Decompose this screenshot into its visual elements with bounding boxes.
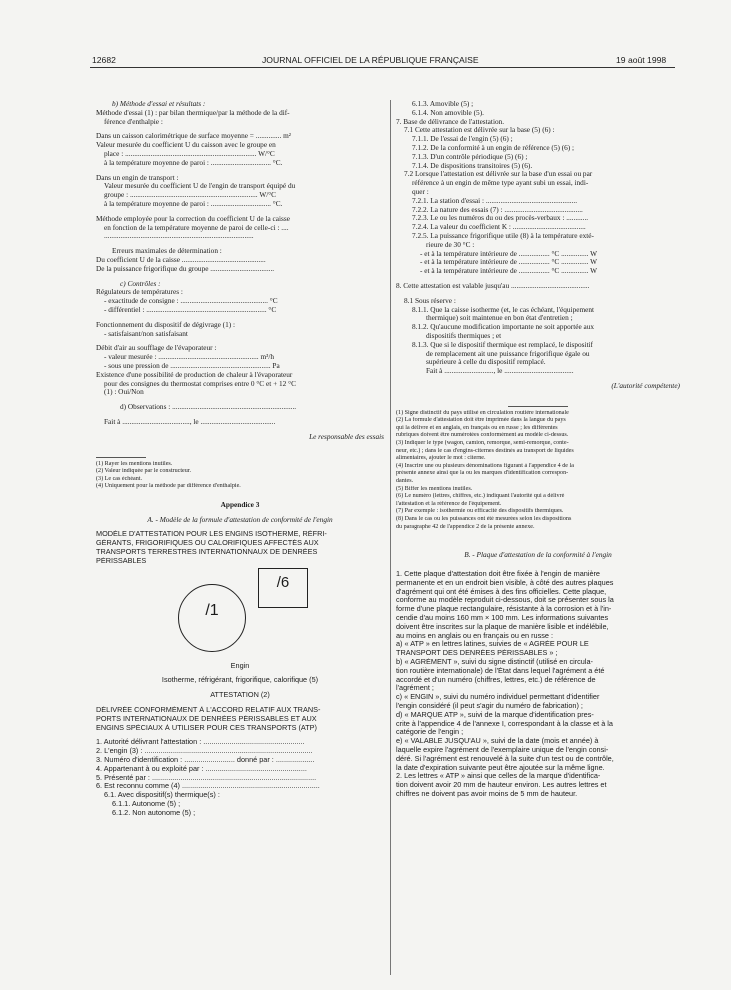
form-line: 5. Présenté par : ................................................................................. [96,773,317,782]
column-divider [390,100,391,975]
text-line: dispositifs thermiques ; et [426,331,502,340]
text-line: chiffres ne doivent pas avoir moins de 5 mm de hauteur. [396,789,578,798]
text-line: 7.1.1. De l'essai de l'engin (5) (6) ; [412,135,513,144]
text-line: 7.2.5. La puissance frigorifique utile (8) à la température exté- [412,231,594,240]
attestation-figures [96,566,384,656]
text-line: déré. Si l'agrément est renouvelé à la suite d'un test ou de contrôle, [396,754,614,763]
text-line: - et à la température intérieure de ................. °C ............... W [420,267,598,276]
form-line: 1. Autorité délivrant l'attestation : .................................................. [96,738,305,747]
form-line: 6.1.1. Autonome (5) ; [112,800,181,809]
header-rule [90,67,675,68]
footnote: (3) Indiquer le type (wagon, camion, remorque, semi-remorque, conte- [396,440,569,447]
footnote: (3) Le cas échéant. [96,475,143,482]
journal-title: JOURNAL OFFICIEL DE LA RÉPUBLIQUE FRANÇAISE [262,55,479,65]
text-line: d'agrément qui ont été émises à des fins officielles. Cette plaque, [396,587,607,596]
text-line: catégorie de l'engin ; [396,728,464,737]
text-line: 8.1.2. Qu'aucune modification importante ne soit apportée aux [412,323,595,332]
reference-box [258,568,308,608]
text-line: Erreurs maximales de détermination : [112,247,222,256]
footnote: qui la délivre et en anglais, en français ou en russe ; les différentes [396,424,558,431]
text-line: place : ........................................................................ W/°C [104,149,275,158]
text-line: 8.1.3. Que si le dispositif thermique est remplacé, le dispositif [412,340,593,349]
form-line: 6. Est reconnu comme (4) .................................................................... [96,782,320,791]
attestation-subtitle: DÉLIVRÉE CONFORMÉMENT À L'ACCORD RELATIF AUX TRANS- [96,706,321,715]
text-line: - sous une pression de ....................................................... Pa [104,361,280,370]
text-line: Fait à ....................................., le ......................................... [104,417,276,426]
form-line: 6.1. Avec dispositif(s) thermique(s) : [104,791,220,800]
text-line: 6.1.3. Amovible (5) ; [412,100,474,108]
text-line: Dans un caisson calorimétrique de surface moyenne = .............. m² [96,132,291,141]
text-line: Valeur mesurée du coefficient U du caisson avec le groupe en [96,141,276,150]
text-line: à la température moyenne de paroi : ................................. °C. [104,199,283,208]
text-line: au moins en anglais ou en français ou en russe : [396,631,553,640]
footnote: (4) Inscrire une ou plusieurs dénominations figurant à l'appendice 4 de la [396,462,574,469]
text-line: rieure de 30 °C : [426,240,475,249]
right-column [396,100,680,799]
text-line: à la température moyenne de paroi : ................................. °C. [104,158,283,167]
text-line: - différentiel : .................................................................. °C [104,305,277,314]
text-line: TRANSPORT DES DENRÉES PÉRISSABLES » ; [396,649,558,658]
text-line: doivent être inscrites sur la plaque de manière lisible et indélébile, [396,622,609,631]
text-line: - satisfaisant/non satisfaisant [104,329,188,338]
text-line: 7.1.2. De la conformité à un engin de référence (5) (6) ; [412,143,575,152]
footnote-rule [96,457,146,458]
engin-label: Engin [230,661,250,670]
form-line: 4. Appartenant à ou exploité par : .................................................. [96,764,307,773]
text-line: 7. Base de délivrance de l'attestation. [396,117,505,126]
text-line: a) « ATP » en lettres latines, suivies de « AGRÉE POUR LE [396,640,589,649]
text-line: 7.2.1. La station d'essai : .................................................. [412,196,578,205]
model-title: MODÈLE D'ATTESTATION POUR LES ENGINS ISOTHERME, RÉFRI- [96,530,327,539]
text-line: pour des consignes du thermostat comprises entre 0 °C et + 12 °C [104,379,296,388]
text-line: la date d'expiration suivante peut être ajoutée sur la même ligne. [396,763,605,772]
text-line: 8. Cette attestation est valable jusqu'au ........................................... [396,281,590,290]
text-line: supérieure à celle du dispositif remplacé. [426,358,546,367]
text-line: 8.1.1. Que la caisse isotherme (et, le cas échéant, l'équipement [412,305,595,314]
text-line: tion doivent avoir 20 mm de hauteur environ. Les autres lettres et [396,781,607,790]
text-line: Dans un engin de transport : [96,173,179,182]
section-heading: b) Méthode d'essai et résultats : [112,100,206,108]
text-line: - et à la température intérieure de ................. °C ............... W [420,258,598,267]
text-line: quer : [412,187,429,196]
footnote: dantes. [396,478,414,485]
text-line: conforme au modèle reproduit ci-dessous, doit se présenter sous la [396,596,614,605]
text-line: l'agrément ; [396,684,434,693]
text-line: - exactitude de consigne : ................................................ °C [104,297,278,306]
box-label: /6 [276,573,290,591]
model-title: PÉRISSABLES [96,556,147,565]
footnote: (1) Rayer les mentions inutiles. [96,460,173,467]
text-line: tion routière internationale) de l'État dans lequel l'agrément a été [396,666,605,675]
footnote: (2) La formule d'attestation doit être imprimée dans la langue du pays [396,417,566,424]
footnote: alimentaires, ajouter le mot : citerne. [396,455,486,462]
footnote: (4) Uniquement pour la méthode par différence d'enthalpie. [96,483,241,490]
text-line: e) « VALABLE JUSQU'AU », suivi de la date (mois et année) à [396,737,599,746]
footnote: neur, etc.) ; dans le cas d'engins-citernes destinés au transport de liquides [396,447,574,454]
engin-type: Isotherme, réfrigérant, frigorifique, calorifique (5) [161,676,319,685]
form-line: 3. Numéro d'identification : ......................... donné par : ................... [96,756,315,765]
text-line: Valeur mesurée du coefficient U de l'engin de transport équipé du [104,182,296,191]
footnote: (1) Signe distinctif du pays utilisé en circulation routière internationale [396,409,569,416]
text-line: b) « AGRÉMENT », suivi du signe distinctif (utilisé en circula- [396,657,593,666]
footnote: (6) Le numéro (lettres, chiffres, etc.) indiquant l'autorité qui a délivré [396,493,565,500]
text-line: crite à l'appendice 4 de l'annexe I, correspondant à la classe et à la [396,719,613,728]
footnote: du paragraphe 42 de l'appendice 2 de la présente annexe. [396,523,535,530]
section-b-title: B. - Plaque d'attestation de la conformité à l'engin [464,551,612,560]
signature-label: Le responsable des essais [309,432,384,441]
text-line: - et à la température intérieure de ................. °C ............... W [420,249,598,258]
text-line: thermique) soit maintenue en bon état d'entretien ; [426,314,573,323]
text-line: Existence d'une possibilité de production de chaleur à l'évaporateur [96,370,293,379]
footnote: (5) Biffer les mentions inutiles. [396,485,473,492]
text-line: 2. Les lettres « ATP » ainsi que celles de la marque d'identifica- [396,772,601,781]
text-line: permanente et en un endroit bien visible, à côté des autres plaques [396,578,614,587]
text-line: laquelle expire l'agrément de l'exemplaire unique de l'engin consi- [396,745,609,754]
footnote: présente annexe ainsi que la ou les marques d'identification correspon- [396,470,569,477]
text-line: d) Observations : .................................................................... [120,403,297,412]
circle-label: /1 [205,601,219,619]
text-line: l'engin considéré (il peut s'agir du numéro de fabrication) ; [396,701,583,710]
text-line: .................................................................................. [104,232,254,241]
text-line: en fonction de la température moyenne de paroi de celle-ci : .... [104,223,289,232]
text-line: (1) : Oui/Non [104,388,144,397]
text-line: c) « ENGIN », suivi du numéro individuel permettant d'identifier [396,693,600,702]
text-line: 6.1.4. Non amovible (5). [412,108,484,117]
text-line: Fonctionnement du dispositif de dégivrage (1) : [96,320,236,329]
text-line: Méthode d'essai (1) : par bilan thermique/par la méthode de la dif- [96,108,290,117]
text-line: de remplacement ait une puissance frigorifique égale ou [426,349,590,358]
text-line: férence d'enthalpie : [104,117,163,126]
appendix-title: Appendice 3 [220,500,260,509]
model-title: GÉRANTS, FRIGORIFIQUES OU CALORIFIQUES AFFECTÉS AUX [96,539,319,548]
text-line: 1. Cette plaque d'attestation doit être fixée à l'engin de manière [396,570,600,578]
issue-date: 19 août 1998 [616,55,667,65]
text-line: Méthode employée pour la correction du coefficient U de la caisse [96,214,290,223]
text-line: accordé et d'un numéro (chiffres, lettres, etc.) de référence de [396,675,596,684]
footnote: l'attestation et la référence de l'équipement. [396,500,502,507]
text-line: Fait à ..........................., le ...................................... [426,367,574,376]
attestation-subtitle: ENGINS SPÉCIAUX À UTILISER POUR CES TRANSPORTS (ATP) [96,723,317,732]
page-number: 12682 [92,55,116,65]
form-line: 6.1.2. Non autonome (5) ; [112,808,196,817]
authority-signature: (L'autorité compétente) [611,381,680,390]
model-title: TRANSPORTS TERRESTRES INTERNATIONNAUX DE DENRÉES [96,548,318,557]
footnote: rubriques doivent être numérotées conformément au modèle ci-dessus. [396,432,569,439]
text-line: Débit d'air au soufflage de l'évaporateur : [96,344,217,353]
left-column [96,100,384,818]
attestation-title: ATTESTATION (2) [210,691,270,700]
text-line: 7.1.4. De dispositions transitoires (5) (6). [412,161,533,170]
text-line: d) « MARQUE ATP », suivi de la marque d'identification pres- [396,710,594,719]
text-line: 8.1 Sous réserve : [404,296,456,305]
text-line: référence à un engin de même type ayant subi un essai, indi- [412,179,589,188]
appendix-subtitle: A. - Modèle de la formule d'attestation de conformité de l'engin [147,515,333,524]
footnote-rule [508,406,568,407]
footnote: (2) Valeur indiquée par le constructeur. [96,468,191,475]
text-line: 7.2.2. La nature des essais (7) : ........................................... [412,205,583,214]
text-line: 7.2 Lorsque l'attestation est délivrée sur la base d'un essai ou par [404,170,593,179]
text-line: forme d'une plaque rectangulaire, résistante à la corrosion et à l'in- [396,605,612,614]
text-line: groupe : ...................................................................... W/°C [104,191,277,200]
text-line: 7.1 Cette attestation est délivrée sur la base (5) (6) : [404,126,555,135]
text-line: 7.2.4. La valeur du coefficient K : ........................................ [412,223,586,232]
text-line: cendie d'au moins 160 mm × 100 mm. Les informations suivantes [396,613,609,622]
form-line: 2. L'engin (3) : ................................................................................... [96,747,313,756]
text-line: 7.2.3. Le ou les numéros du ou des procès-verbaux : ............ [412,214,589,223]
text-line: 7.1.3. D'un contrôle périodique (5) (6) ; [412,152,528,161]
country-circle [178,584,246,652]
text-line: Régulateurs de températures : [96,288,183,297]
attestation-subtitle: PORTS INTERNATIONAUX DE DENRÉES PÉRISSABLES ET AUX [96,714,317,723]
text-line: Du coefficient U de la caisse .............................................. [96,255,266,264]
text-line: - valeur mesurée : ....................................................... m³/h [104,353,274,362]
footnote: (8) Dans le cas ou les puissances ont été mesurées selon les dispositions [396,516,572,523]
footnote: (7) Par exemple : isothermie ou efficacité des dispositifs thermiques. [396,508,564,515]
text-line: De la puissance frigorifique du groupe ................................... [96,264,275,273]
section-heading: c) Contrôles : [120,279,161,288]
